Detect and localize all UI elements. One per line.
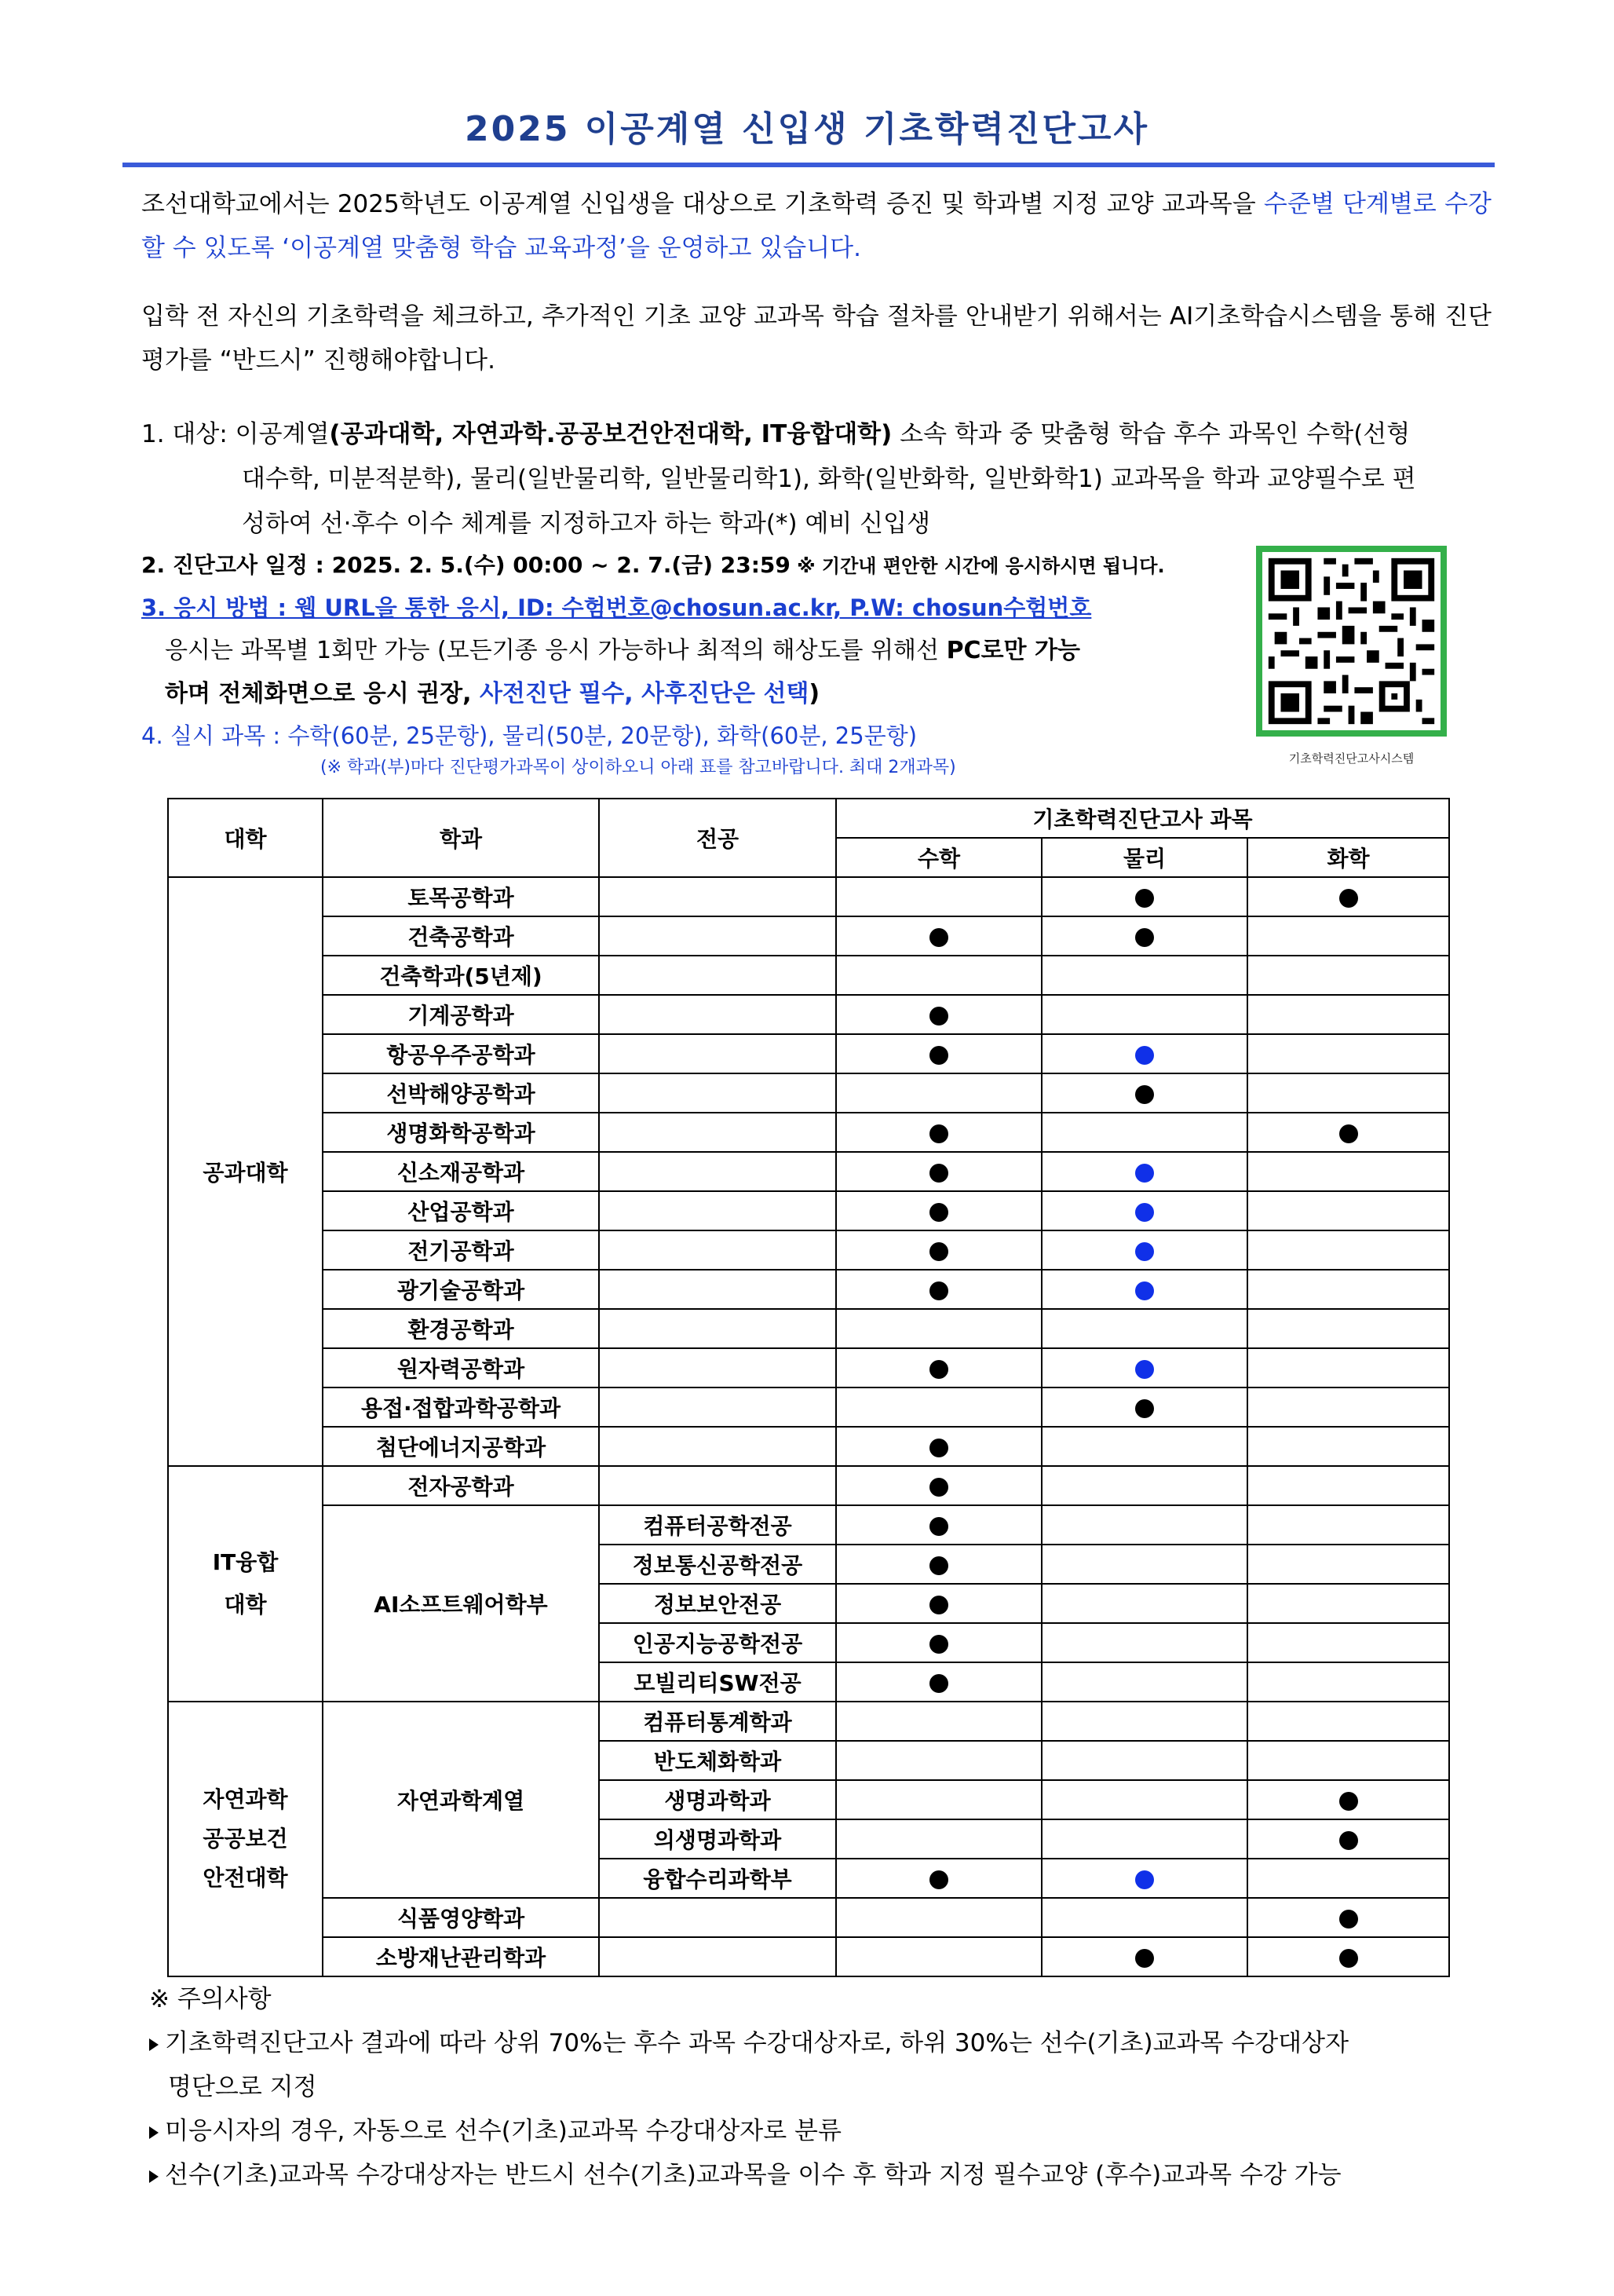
cell-math (836, 1466, 1042, 1505)
cell-physics (1042, 1937, 1247, 1976)
qr-code-icon[interactable] (1256, 546, 1447, 737)
header-college: 대학 (168, 799, 323, 877)
black-dot-icon (929, 1360, 948, 1379)
page-title: 2025 이공계열 신입생 기초학력진단고사 (465, 109, 1149, 149)
schedule-note: ※ 기간내 편안한 시간에 응시하시면 됩니다. (790, 555, 1165, 577)
cell-physics (1042, 1898, 1247, 1937)
item-3-method: 3. 응시 방법 : 웹 URL을 통한 응시, ID: 수험번호@chosun.ac.kr, P.W: chosun수험번호 (141, 594, 1092, 621)
cell-math (836, 1034, 1042, 1073)
cell-physics (1042, 956, 1247, 995)
item-1-line-3: 성하여 선·후수 이수 체계를 지정하고자 하는 학과(*) 예비 신입생 (242, 510, 931, 538)
qr-caption: 기초학력진단고사시스템 (1288, 751, 1415, 766)
item-1-target: 이공계열 (235, 420, 330, 448)
cell-math (836, 1505, 1042, 1545)
note-2-text: 미응시자의 경우, 자동으로 선수(기초)교과목 수강대상자로 분류 (165, 2117, 842, 2145)
item-1-label: 1. 대상: (141, 420, 236, 448)
blue-dot-icon (1135, 1242, 1154, 1261)
cell-dept: 선박해양공학과 (323, 1073, 599, 1113)
blue-dot-icon (1135, 1046, 1154, 1065)
table-row (168, 1309, 1449, 1348)
cell-physics (1042, 1270, 1247, 1309)
cell-physics (1042, 1427, 1247, 1466)
method-note-a: 응시는 과목별 1회만 가능 (모든기종 응시 가능하나 최적의 해상도를 위해선 (165, 637, 947, 664)
cell-math (836, 1623, 1042, 1662)
cell-physics (1042, 1623, 1247, 1662)
cell-math (836, 1584, 1042, 1623)
header-major: 전공 (599, 799, 836, 877)
college-it-line2: 대학 (224, 1592, 267, 1618)
cell-dept: 항공우주공학과 (323, 1034, 599, 1073)
black-dot-icon (929, 1556, 948, 1575)
cell-major: 모빌리티SW전공 (599, 1662, 836, 1702)
blue-dot-icon (1135, 1164, 1154, 1183)
blue-dot-icon (1135, 1360, 1154, 1379)
table-row (168, 1034, 1449, 1073)
black-dot-icon (1135, 1949, 1154, 1968)
cell-math (836, 1309, 1042, 1348)
bullet-triangle-icon (149, 2170, 159, 2183)
table-row (168, 877, 1449, 916)
cell-major (599, 956, 836, 995)
cell-major (599, 1230, 836, 1270)
cell-dept: 원자력공학과 (323, 1348, 599, 1387)
cell-major: 반도체화학과 (599, 1741, 836, 1780)
item-3-sub-2 (165, 671, 820, 717)
cell-chemistry (1247, 877, 1449, 916)
cell-math (836, 1191, 1042, 1230)
cell-math (836, 1348, 1042, 1387)
black-dot-icon (1135, 928, 1154, 947)
cell-math (836, 1387, 1042, 1427)
cell-physics (1042, 1741, 1247, 1780)
cell-chemistry (1247, 1230, 1449, 1270)
college-it (168, 1466, 323, 1702)
qr-code-graphic (1262, 552, 1441, 730)
cell-major (599, 1937, 836, 1976)
cell-math (836, 1113, 1042, 1152)
cell-chemistry (1247, 1545, 1449, 1584)
cell-dept: 건축학과(5년제) (323, 956, 599, 995)
intro-highlight: 수준별 단계별로 수강할 수 있도록 ‘이공계열 맞춤형 학습 교육과정’을 운영하고 있습니다. (141, 190, 1492, 262)
table-row (168, 1230, 1449, 1270)
table-row (168, 1191, 1449, 1230)
cell-dept: 환경공학과 (323, 1309, 599, 1348)
black-dot-icon (1135, 1399, 1154, 1418)
cell-major (599, 1113, 836, 1152)
black-dot-icon (929, 1203, 948, 1222)
cell-physics (1042, 1191, 1247, 1230)
college-nat-line1: 자연과학 (203, 1786, 288, 1812)
subjects-table (167, 798, 1450, 1977)
cell-math (836, 1898, 1042, 1937)
cell-major (599, 1348, 836, 1387)
cell-chemistry (1247, 1741, 1449, 1780)
cell-physics (1042, 1309, 1247, 1348)
cell-math (836, 1780, 1042, 1819)
cell-dept: 건축공학과 (323, 916, 599, 956)
cell-physics (1042, 1662, 1247, 1702)
intro-paragraph-2: 입학 전 자신의 기초학력을 체크하고, 추가적인 기초 교양 교과목 학습 절차를 안내받기 위해서는 AI기초학습시스템을 통해 진단평가를 “반드시” 진행해야합니다. (141, 302, 1492, 375)
cell-chemistry (1247, 1034, 1449, 1073)
cell-math (836, 1662, 1042, 1702)
black-dot-icon (1339, 1124, 1358, 1143)
cell-chemistry (1247, 1466, 1449, 1505)
method-note-required: 사전진단 필수, 사후진단은 선택 (479, 680, 809, 707)
cell-physics (1042, 1073, 1247, 1113)
cell-math (836, 995, 1042, 1034)
black-dot-icon (1339, 1949, 1358, 1968)
cell-physics (1042, 877, 1247, 916)
cell-math (836, 1741, 1042, 1780)
table-row (168, 1270, 1449, 1309)
cell-major: 정보보안전공 (599, 1584, 836, 1623)
cell-physics (1042, 1584, 1247, 1623)
cell-major: 의생명과학과 (599, 1819, 836, 1859)
black-dot-icon (929, 1281, 948, 1300)
cell-physics (1042, 1859, 1247, 1898)
cell-dept: 산업공학과 (323, 1191, 599, 1230)
item-4-note: (※ 학과(부)마다 진단평가과목이 상이하오니 아래 표를 참고바랍니다. 최대 2개과목) (320, 758, 956, 777)
cell-chemistry (1247, 956, 1449, 995)
table-row (168, 995, 1449, 1034)
cell-dept: 소방재난관리학과 (323, 1937, 599, 1976)
cell-chemistry (1247, 1505, 1449, 1545)
method-note-fullscreen: 하며 전체화면으로 응시 권장, (165, 680, 480, 707)
dept-natural-science: 자연과학계열 (323, 1702, 599, 1898)
item-1-desc: 소속 학과 중 맞춤형 학습 후수 과목인 수학(선형 (892, 420, 1411, 448)
cell-major: 컴퓨터공학전공 (599, 1505, 836, 1545)
blue-dot-icon (1135, 1281, 1154, 1300)
item-4-subjects: 4. 실시 과목 : 수학(60분, 25문항), 물리(50분, 20문항), 화학(60분, 25문항) (141, 722, 918, 749)
black-dot-icon (929, 1007, 948, 1026)
cell-major (599, 1270, 836, 1309)
cell-major (599, 1466, 836, 1505)
cell-chemistry (1247, 1623, 1449, 1662)
black-dot-icon (1339, 1792, 1358, 1811)
black-dot-icon (1135, 889, 1154, 908)
header-math: 수학 (836, 838, 1042, 877)
note-3 (149, 2153, 1492, 2197)
cell-dept: 토목공학과 (323, 877, 599, 916)
item-2-schedule (141, 543, 1165, 589)
cell-chemistry (1247, 1387, 1449, 1427)
cell-chemistry (1247, 1859, 1449, 1898)
cell-physics (1042, 1348, 1247, 1387)
cell-major (599, 916, 836, 956)
dept-ai-software: AI소프트웨어학부 (323, 1505, 599, 1702)
black-dot-icon (929, 928, 948, 947)
item-1-line-2: 대수학, 미분적분학), 물리(일반물리학, 일반물리학1), 화학(일반화학, 일반화학1) 교과목을 학과 교양필수로 편 (242, 465, 1416, 493)
cell-physics (1042, 1152, 1247, 1191)
cell-chemistry (1247, 1270, 1449, 1309)
cell-chemistry (1247, 1937, 1449, 1976)
cell-physics (1042, 1545, 1247, 1584)
cell-chemistry (1247, 1309, 1449, 1348)
note-1-text: 기초학력진단고사 결과에 따라 상위 70%는 후수 과목 수강대상자로, 하위 30%는 선수(기초)교과목 수강대상자 (165, 2029, 1349, 2057)
table-row (168, 1152, 1449, 1191)
cell-dept: 기계공학과 (323, 995, 599, 1034)
black-dot-icon (929, 1124, 948, 1143)
cell-math (836, 1073, 1042, 1113)
cell-physics (1042, 1819, 1247, 1859)
black-dot-icon (1339, 1831, 1358, 1850)
black-dot-icon (929, 1635, 948, 1654)
cell-major (599, 1387, 836, 1427)
black-dot-icon (929, 1674, 948, 1693)
cell-dept: 용접·접합과학공학과 (323, 1387, 599, 1427)
method-note-pc: PC로만 가능 (946, 637, 1080, 664)
college-natural (168, 1702, 323, 1976)
cell-physics (1042, 995, 1247, 1034)
cell-dept: 전기공학과 (323, 1230, 599, 1270)
schedule-dates: 2. 진단고사 일정 : 2025. 2. 5.(수) 00:00 ~ 2. 7.(금) 23:59 (141, 552, 791, 578)
cell-major: 컴퓨터통계학과 (599, 1702, 836, 1741)
bullet-triangle-icon (149, 2038, 159, 2051)
notes-header: ※ 주의사항 (149, 1985, 272, 2013)
cell-chemistry (1247, 916, 1449, 956)
college-it-line1: IT융합 (212, 1549, 279, 1575)
cell-chemistry (1247, 1898, 1449, 1937)
table-row (168, 1348, 1449, 1387)
header-dept: 학과 (323, 799, 599, 877)
cell-dept: 식품영양학과 (323, 1898, 599, 1937)
cell-math (836, 1702, 1042, 1741)
cell-chemistry (1247, 1191, 1449, 1230)
black-dot-icon (929, 1242, 948, 1261)
cell-math (836, 1937, 1042, 1976)
black-dot-icon (929, 1596, 948, 1614)
cell-major (599, 1898, 836, 1937)
table-row (168, 956, 1449, 995)
table-row (168, 1427, 1449, 1466)
cell-dept: 생명화학공학과 (323, 1113, 599, 1152)
table-row (168, 1073, 1449, 1113)
black-dot-icon (929, 1439, 948, 1457)
black-dot-icon (929, 1046, 948, 1065)
cell-chemistry (1247, 1702, 1449, 1741)
title-underline (122, 163, 1495, 167)
cell-dept: 전자공학과 (323, 1466, 599, 1505)
cell-chemistry (1247, 1152, 1449, 1191)
cell-major (599, 1034, 836, 1073)
black-dot-icon (929, 1517, 948, 1536)
cell-physics (1042, 1505, 1247, 1545)
table-row (168, 1702, 1449, 1741)
black-dot-icon (1339, 1910, 1358, 1929)
method-note-close: ) (809, 680, 820, 707)
cell-physics (1042, 1230, 1247, 1270)
intro-text: 조선대학교에서는 2025학년도 이공계열 신입생을 대상으로 기초학력 증진 및 학과별 지정 교양 교과목을 (141, 190, 1264, 218)
cell-major: 인공지능공학전공 (599, 1623, 836, 1662)
cell-major (599, 1309, 836, 1348)
cell-math (836, 877, 1042, 916)
cell-major (599, 995, 836, 1034)
college-engineering: 공과대학 (168, 877, 323, 1466)
cell-major (599, 877, 836, 916)
cell-chemistry (1247, 1348, 1449, 1387)
cell-major: 정보통신공학전공 (599, 1545, 836, 1584)
blue-dot-icon (1135, 1203, 1154, 1222)
cell-major (599, 1152, 836, 1191)
black-dot-icon (1339, 889, 1358, 908)
header-chemistry: 화학 (1247, 838, 1449, 877)
cell-physics (1042, 1702, 1247, 1741)
cell-chemistry (1247, 1662, 1449, 1702)
black-dot-icon (929, 1164, 948, 1183)
cell-physics (1042, 916, 1247, 956)
cell-chemistry (1247, 1113, 1449, 1152)
cell-major (599, 1073, 836, 1113)
cell-math (836, 956, 1042, 995)
black-dot-icon (1135, 1085, 1154, 1104)
table-row (168, 1113, 1449, 1152)
college-nat-line2: 공공보건 (203, 1826, 288, 1852)
cell-chemistry (1247, 1073, 1449, 1113)
intro-paragraph-1 (141, 182, 1492, 270)
cell-major: 융합수리과학부 (599, 1859, 836, 1898)
item-1-line-1 (141, 411, 1410, 457)
cell-chemistry (1247, 1584, 1449, 1623)
cell-math (836, 916, 1042, 956)
note-2 (149, 2109, 1492, 2153)
item-3-sub-1 (165, 628, 1080, 674)
bullet-triangle-icon (149, 2126, 159, 2139)
cell-dept: 신소재공학과 (323, 1152, 599, 1191)
cell-dept: 광기술공학과 (323, 1270, 599, 1309)
table-row (168, 1505, 1449, 1545)
cell-math (836, 1859, 1042, 1898)
blue-dot-icon (1135, 1870, 1154, 1889)
cell-physics (1042, 1113, 1247, 1152)
header-physics: 물리 (1042, 838, 1247, 877)
note-1-cont: 명단으로 지정 (168, 2073, 317, 2101)
cell-major (599, 1427, 836, 1466)
cell-physics (1042, 1387, 1247, 1427)
cell-chemistry (1247, 1427, 1449, 1466)
cell-math (836, 1152, 1042, 1191)
cell-chemistry (1247, 1819, 1449, 1859)
black-dot-icon (929, 1478, 948, 1497)
table-row (168, 1898, 1449, 1937)
table-row (168, 1387, 1449, 1427)
cell-physics (1042, 1780, 1247, 1819)
college-nat-line3: 안전대학 (203, 1865, 288, 1891)
cell-math (836, 1270, 1042, 1309)
cell-chemistry (1247, 1780, 1449, 1819)
cell-math (836, 1819, 1042, 1859)
table-row (168, 916, 1449, 956)
table-row (168, 1466, 1449, 1505)
cell-math (836, 1230, 1042, 1270)
cell-math (836, 1545, 1042, 1584)
item-1-colleges: (공과대학, 자연과학.공공보건안전대학, IT융합대학) (329, 420, 893, 448)
note-1 (149, 2021, 1492, 2065)
cell-major (599, 1191, 836, 1230)
table-row (168, 1937, 1449, 1976)
cell-major: 생명과학과 (599, 1780, 836, 1819)
cell-math (836, 1427, 1042, 1466)
cell-physics (1042, 1466, 1247, 1505)
header-subject-group: 기초학력진단고사 과목 (836, 799, 1449, 838)
black-dot-icon (929, 1870, 948, 1889)
cell-dept: 첨단에너지공학과 (323, 1427, 599, 1466)
note-3-text: 선수(기초)교과목 수강대상자는 반드시 선수(기초)교과목을 이수 후 학과 지정 필수교양 (후수)교과목 수강 가능 (165, 2161, 1342, 2189)
cell-physics (1042, 1034, 1247, 1073)
cell-chemistry (1247, 995, 1449, 1034)
